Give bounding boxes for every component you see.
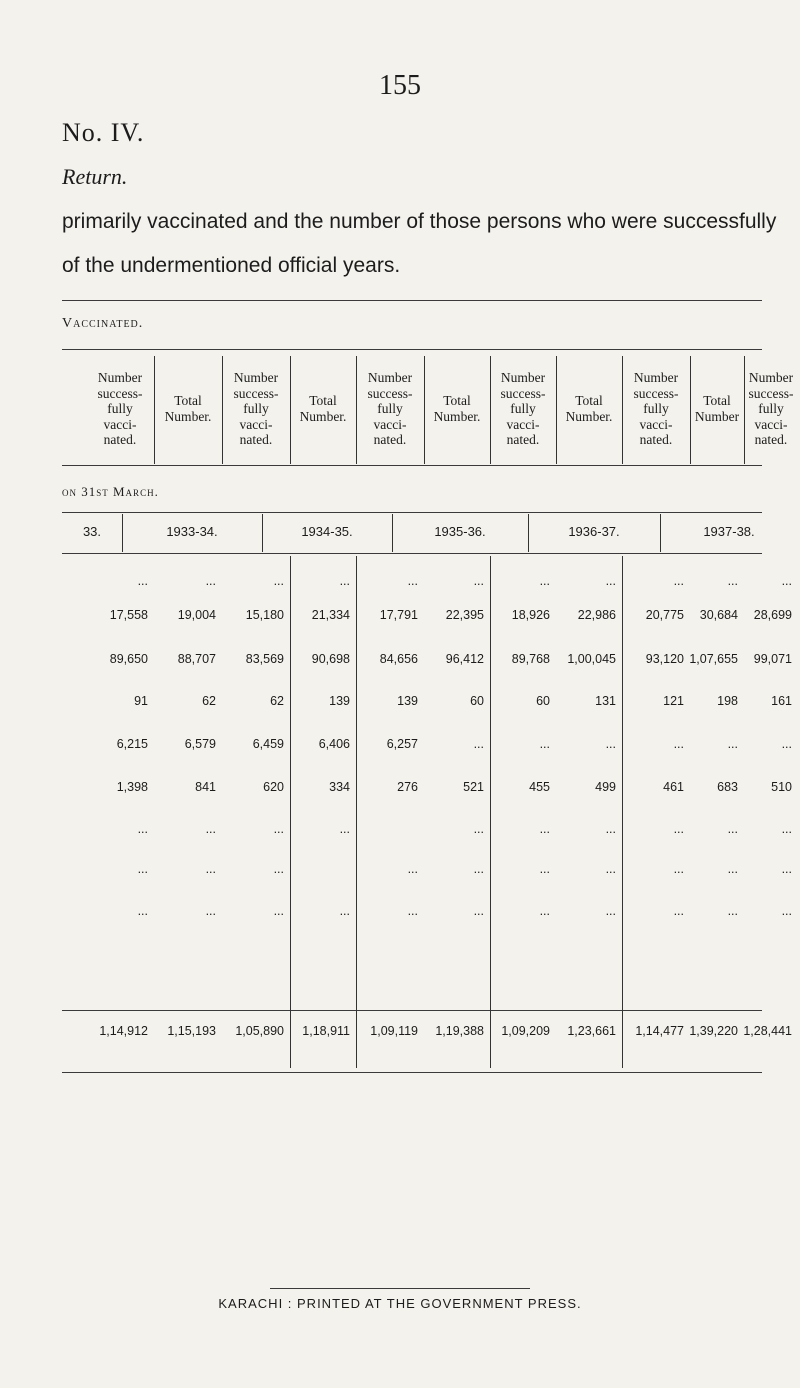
column-divider [356, 356, 357, 464]
table-cell: ... [339, 822, 350, 836]
table-cell: ... [339, 904, 350, 918]
total-cell: 1,05,890 [235, 1024, 284, 1038]
column-divider [222, 356, 223, 464]
table-cell: ... [205, 862, 216, 876]
total-cell: 1,39,220 [689, 1024, 738, 1038]
total-cell: 1,23,661 [567, 1024, 616, 1038]
table-cell: ... [727, 904, 738, 918]
column-header: Total Number. [433, 393, 481, 424]
table-cell: ... [673, 862, 684, 876]
table-cell: 19,004 [177, 608, 216, 622]
total-cell: 1,28,441 [743, 1024, 792, 1038]
table-cell: 60 [536, 694, 550, 708]
table-cell: ... [605, 904, 616, 918]
table-cell: ... [273, 574, 284, 588]
table-cell: ... [205, 574, 216, 588]
table-cell: ... [539, 574, 550, 588]
table-cell: ... [137, 574, 148, 588]
year-label: 33. [82, 524, 102, 539]
table-cell: ... [407, 904, 418, 918]
year-divider [122, 514, 123, 552]
table-cell: 89,650 [109, 652, 148, 666]
column-header: Total Number. [164, 393, 212, 424]
table-cell: ... [407, 574, 418, 588]
column-divider [690, 356, 691, 464]
footer-rule [270, 1288, 530, 1289]
table-cell: ... [473, 862, 484, 876]
description-line-2: of the undermentioned official years. [62, 254, 401, 277]
on-date-heading: on 31st March. [62, 484, 159, 499]
year-label: 1933-34. [166, 524, 218, 539]
column-header: Number success- fully vacci- nated. [367, 370, 413, 448]
table-cell: 91 [134, 694, 148, 708]
table-cell: ... [727, 862, 738, 876]
year-label: 1936-37. [568, 524, 620, 539]
table-cell: 510 [771, 780, 792, 794]
table-cell: 88,707 [177, 652, 216, 666]
table-cell: ... [205, 904, 216, 918]
body-divider [490, 556, 491, 1068]
table-cell: ... [727, 737, 738, 751]
total-cell: 1,15,193 [167, 1024, 216, 1038]
table-cell: ... [781, 862, 792, 876]
description-line-1: primarily vaccinated and the number of those persons who were successfully [62, 210, 777, 233]
header-bottom-rule [62, 465, 762, 466]
column-header: Total Number [694, 393, 740, 424]
table-cell: 131 [595, 694, 616, 708]
table-cell: 139 [329, 694, 350, 708]
table-cell: 89,768 [511, 652, 550, 666]
table-cell: ... [539, 904, 550, 918]
table-cell: 620 [263, 780, 284, 794]
column-header: Number success- fully vacci- nated. [633, 370, 679, 448]
table-cell: 461 [663, 780, 684, 794]
column-divider [290, 356, 291, 464]
table-cell: 20,775 [645, 608, 684, 622]
totals-rule [62, 1010, 762, 1011]
total-cell: 1,19,388 [435, 1024, 484, 1038]
column-divider [556, 356, 557, 464]
table-cell: 90,698 [311, 652, 350, 666]
table-cell: ... [473, 904, 484, 918]
table-cell: 62 [270, 694, 284, 708]
table-cell: 121 [663, 694, 684, 708]
table-cell: 334 [329, 780, 350, 794]
table-cell: 17,558 [109, 608, 148, 622]
year-top-rule [62, 512, 762, 513]
table-cell: ... [339, 574, 350, 588]
column-divider [154, 356, 155, 464]
table-cell: 62 [202, 694, 216, 708]
year-divider [392, 514, 393, 552]
table-cell: 521 [463, 780, 484, 794]
column-header: Total Number. [299, 393, 347, 424]
table-cell: 18,926 [511, 608, 550, 622]
header-top-rule [62, 349, 762, 350]
table-cell: 17,791 [379, 608, 418, 622]
table-cell: 6,257 [386, 737, 418, 751]
page-number: 155 [379, 70, 421, 101]
table-cell: ... [673, 737, 684, 751]
table-cell: 139 [397, 694, 418, 708]
table-cell: 841 [195, 780, 216, 794]
table-cell: ... [673, 904, 684, 918]
printer-footer: KARACHI : PRINTED AT THE GOVERNMENT PRESS. [218, 1296, 582, 1311]
table-cell: ... [539, 862, 550, 876]
table-cell: 22,395 [445, 608, 484, 622]
table-cell: 28,699 [753, 608, 792, 622]
table-bottom-rule [62, 1072, 762, 1073]
body-divider [290, 556, 291, 1068]
table-cell: ... [605, 574, 616, 588]
year-divider [660, 514, 661, 552]
column-header: Number success- fully vacci- nated. [97, 370, 143, 448]
table-cell: ... [781, 574, 792, 588]
table-cell: ... [273, 822, 284, 836]
column-header: Total Number. [565, 393, 613, 424]
table-cell: ... [605, 737, 616, 751]
table-cell: ... [473, 822, 484, 836]
table-cell: 30,684 [699, 608, 738, 622]
vaccinated-heading: Vaccinated. [62, 316, 144, 331]
table-cell: 83,569 [245, 652, 284, 666]
column-header: Number success- fully vacci- nated. [233, 370, 279, 448]
table-cell: ... [673, 574, 684, 588]
year-label: 1934-35. [301, 524, 353, 539]
table-cell: 6,459 [252, 737, 284, 751]
column-header: Number success- fully vacci- nated. [748, 370, 794, 448]
table-cell [352, 822, 418, 840]
table-cell: 455 [529, 780, 550, 794]
table-cell: 1,00,045 [567, 652, 616, 666]
table-cell: ... [137, 904, 148, 918]
column-divider [744, 356, 745, 464]
table-cell: ... [727, 822, 738, 836]
year-label: 1937-38. [703, 524, 755, 539]
table-cell: ... [605, 862, 616, 876]
table-cell: 6,406 [318, 737, 350, 751]
column-divider [622, 356, 623, 464]
table-cell: 93,120 [645, 652, 684, 666]
table-cell: 96,412 [445, 652, 484, 666]
table-cell: 499 [595, 780, 616, 794]
table-cell: 1,07,655 [689, 652, 738, 666]
table-cell: ... [273, 904, 284, 918]
table-cell: 161 [771, 694, 792, 708]
year-divider [528, 514, 529, 552]
column-header: Number success- fully vacci- nated. [500, 370, 546, 448]
table-cell: 1,398 [116, 780, 148, 794]
table-cell: ... [205, 822, 216, 836]
year-divider [262, 514, 263, 552]
table-cell: ... [137, 862, 148, 876]
table-cell: 683 [717, 780, 738, 794]
table-cell: 15,180 [245, 608, 284, 622]
table-cell: ... [273, 862, 284, 876]
top-rule [62, 300, 762, 301]
column-divider [424, 356, 425, 464]
return-title: Return. [62, 164, 128, 189]
body-divider [622, 556, 623, 1068]
table-cell: 198 [717, 694, 738, 708]
table-cell: 6,215 [116, 737, 148, 751]
year-bottom-rule [62, 553, 762, 554]
return-number: No. IV. [62, 118, 145, 147]
total-cell: 1,09,119 [370, 1024, 418, 1038]
table-cell: ... [539, 737, 550, 751]
column-divider [490, 356, 491, 464]
total-cell: 1,14,477 [635, 1024, 684, 1038]
table-cell: 84,656 [379, 652, 418, 666]
table-cell: 99,071 [753, 652, 792, 666]
table-cell: ... [539, 822, 550, 836]
table-cell: 22,986 [577, 608, 616, 622]
table-cell: ... [727, 574, 738, 588]
year-label: 1935-36. [434, 524, 486, 539]
total-cell: 1,18,911 [302, 1024, 350, 1038]
total-cell: 1,14,912 [99, 1024, 148, 1038]
table-cell: ... [473, 574, 484, 588]
table-cell: ... [407, 862, 418, 876]
total-cell: 1,09,209 [501, 1024, 550, 1038]
table-cell: 276 [397, 780, 418, 794]
table-cell: ... [781, 737, 792, 751]
table-cell: ... [781, 822, 792, 836]
table-cell: ... [137, 822, 148, 836]
table-cell: 6,579 [184, 737, 216, 751]
table-cell: 21,334 [311, 608, 350, 622]
body-divider [356, 556, 357, 1068]
table-cell: 60 [470, 694, 484, 708]
table-cell: ... [605, 822, 616, 836]
table-cell: ... [673, 822, 684, 836]
table-cell: ... [473, 737, 484, 751]
table-cell: ... [781, 904, 792, 918]
table-cell [286, 862, 350, 880]
